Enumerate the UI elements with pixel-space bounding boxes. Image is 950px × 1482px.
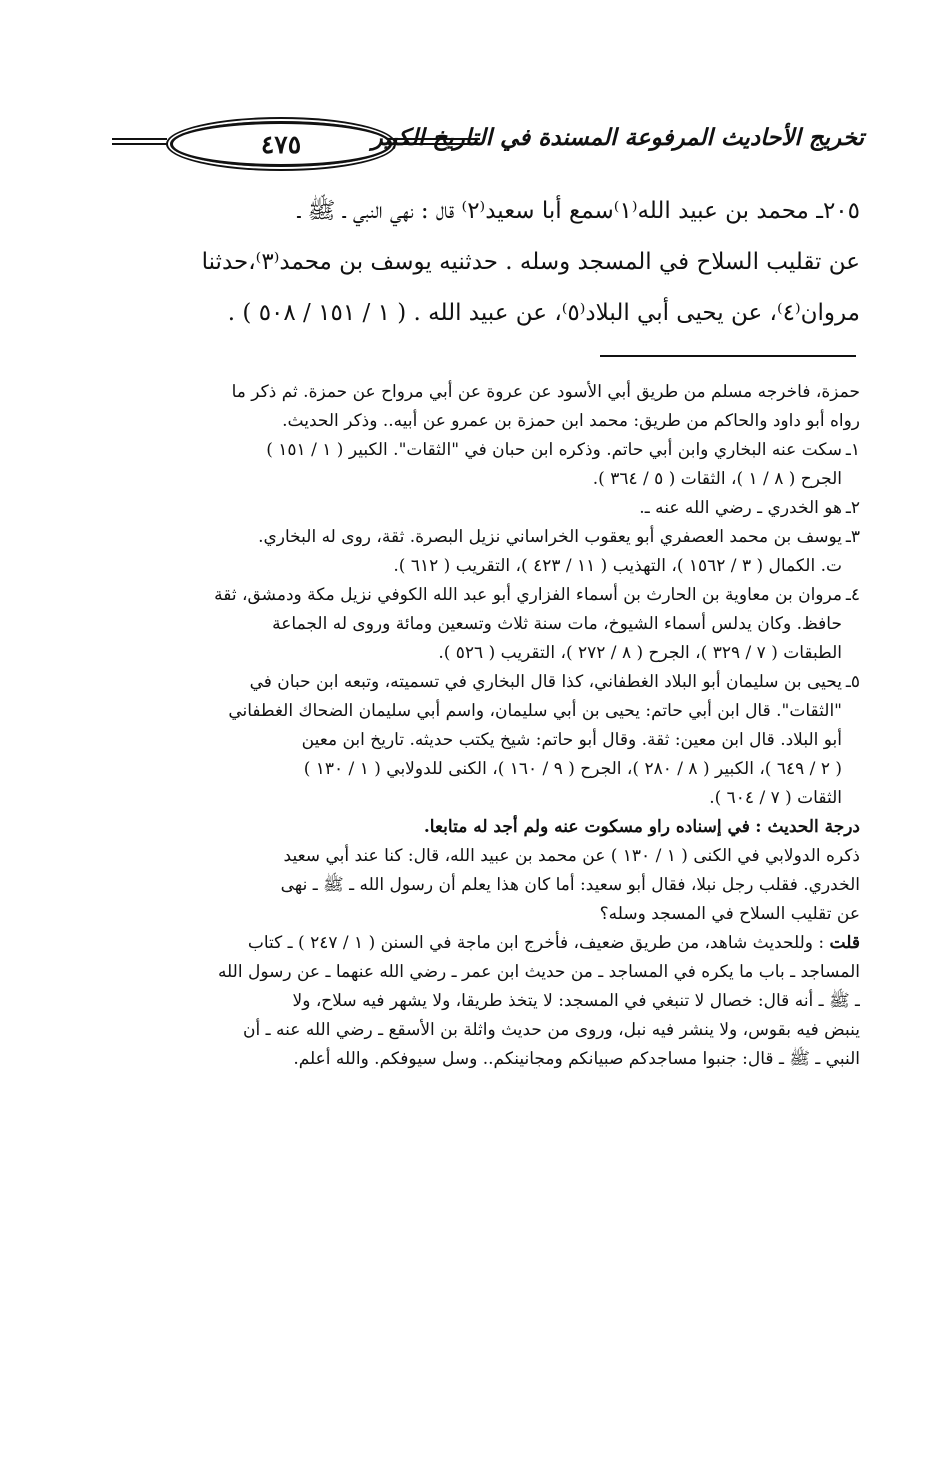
footnote-line: حافظ. وكان يدلس أسماء الشيوخ، مات سنة ثلاث وتسعين ومائة وروى له الجماعة: [272, 614, 842, 634]
footnote-line: ( ٢ / ٦٤٩ )، الكبير ( ٨ / ٢٨٠ )، الجرح ( ٩ / ١٦٠ )، الكنى للدولابي ( ١ / ١٣٠ ): [303, 759, 842, 779]
page-header: [112, 118, 864, 172]
qult-label: قلت: [829, 933, 860, 953]
footnote-5: [118, 668, 860, 813]
hadith-grade: [118, 813, 860, 842]
paragraph-line: ـ ﷺ ـ أنه قال: خصال لا تنبغي في المسجد: لا يتخذ طريقا، ولا يشهر فيه سلاح، ولا: [292, 991, 860, 1011]
qult-paragraph: [118, 929, 860, 1074]
paragraph-line: عن تقليب السلاح في المسجد وسله؟: [599, 904, 860, 924]
paragraph-line: ينبض فيه بقوس، ولا ينشر فيه نبل، وروى من حديث واثلة بن الأسقع ـ رضي الله عنه ـ أن: [243, 1020, 860, 1040]
footnote-2: [118, 494, 860, 523]
running-title: تخريج الأحاديث المرفوعة المسندة في التاريخ الكبير: [371, 124, 864, 151]
footnote-line: سكت عنه البخاري وابن أبي حاتم. وذكره ابن حبان في "الثقات". الكبير ( ١ / ١٥١ ): [266, 440, 842, 460]
page-number-frame: [170, 121, 392, 167]
footnote-line: هو الخدري ـ رضي الله عنه ـ.: [639, 498, 842, 518]
qult-text: : وللحديث شاهد، من طريق ضعيف، فأخرج ابن ماجة في السنن ( ١ / ٢٤٧ ) ـ كتاب: [247, 933, 825, 953]
footnote-line: الجرح ( ٨ / ١ )، الثقات ( ٥ / ٣٦٤ ).: [592, 469, 842, 489]
grade-label: درجة الحديث :: [755, 817, 860, 837]
footnote-line: "الثقات". قال ابن أبي حاتم: يحيى بن أبي سليمان، واسم أبي سليمان الضحاك الغطفاني: [228, 701, 842, 721]
dulabi-paragraph: [118, 842, 860, 929]
footnote-line: الثقات ( ٧ / ٦٠٤ ).: [709, 788, 842, 808]
hadith-line: مروان⁽٤⁾، عن يحيى أبي البلاد⁽٥⁾، عن عبيد الله . ( ١ / ١٥١ / ٥٠٨ ) .: [227, 300, 860, 326]
hadith-line: ٢٠٥ـ محمد بن عبيد الله⁽١⁾سمع أبا سعيد⁽٢⁾ قال : نهي النبي ـ ﷺ ـ: [297, 198, 860, 224]
footnote-line: رواه أبو داود والحاكم من طريق: محمد ابن حمزة بن عمرو عن أبيه.. وذكر الحديث.: [282, 411, 860, 431]
footnote-separator: [600, 355, 856, 357]
footnote-line: يحيى بن سليمان أبو البلاد الغطفاني، كذا قال البخاري في تسميته، وتبعه ابن حبان في: [249, 672, 842, 692]
footnote-4: [118, 581, 860, 668]
footnote-number: ٥ـ: [845, 672, 860, 692]
hadith-text: [100, 186, 860, 339]
footnote-continuation: [118, 378, 860, 436]
paragraph-line: النبي ـ ﷺ ـ قال: جنبوا مساجدكم صبيانكم ومجانينكم.. وسل سيوفكم. والله أعلم.: [293, 1049, 860, 1069]
footnote-line: حمزة، فاخرجه مسلم من طريق أبي الأسود عن عروة عن أبي مرواح عن حمزة. ثم ذكر ما: [231, 382, 860, 402]
footnote-number: ٣ـ: [845, 527, 860, 547]
header-rule-left: [112, 138, 167, 145]
paragraph-line: ذكره الدولابي في الكنى ( ١ / ١٣٠ ) عن محمد بن عبيد الله، قال: كنا عند أبي سعيد: [283, 846, 860, 866]
footnote-3: [118, 523, 860, 581]
footnote-line: ت. الكمال ( ٣ / ١٥٦٢ )، التهذيب ( ١١ / ٤٢٣ )، التقريب ( ٦١٢ ).: [393, 556, 842, 576]
footnote-line: يوسف بن محمد العصفري أبو يعقوب الخراساني نزيل البصرة. ثقة، روى له البخاري.: [258, 527, 842, 547]
footnote-number: ١ـ: [845, 440, 860, 460]
footnotes: [118, 378, 860, 1074]
page-number: ٤٧٥: [260, 129, 302, 159]
footnote-line: مروان بن معاوية بن الحارث بن أسماء الفزاري أبو عبد الله الكوفي نزيل مكة ودمشق، ثقة: [214, 585, 842, 605]
grade-text: في إسناده راو مسكوت عنه ولم أجد له متابعا.: [423, 817, 750, 837]
hadith-line: عن تقليب السلاح في المسجد وسله . حدثنيه يوسف بن محمد⁽٣⁾،حدثنا: [201, 249, 860, 275]
paragraph-line: الخدري. فقلب رجل نبلا، فقال أبو سعيد: أما كان هذا يعلم أن رسول الله ـ ﷺ ـ نهى: [280, 875, 860, 895]
footnote-line: أبو البلاد. قال ابن معين: ثقة. وقال أبو حاتم: شيخ يكتب حديثه. تاريخ ابن معين: [301, 730, 842, 750]
footnote-number: ٢ـ: [845, 498, 860, 518]
footnote-number: ٤ـ: [845, 585, 860, 605]
paragraph-line: المساجد ـ باب ما يكره في المساجد ـ من حديث ابن عمر ـ رضي الله عنهما ـ عن رسول الله: [217, 962, 860, 982]
footnote-line: الطبقات ( ٧ / ٣٢٩ )، الجرح ( ٨ / ٢٧٢ )، التقريب ( ٥٢٦ ).: [438, 643, 842, 663]
paragraph-line: [118, 929, 860, 958]
footnote-1: [118, 436, 860, 494]
